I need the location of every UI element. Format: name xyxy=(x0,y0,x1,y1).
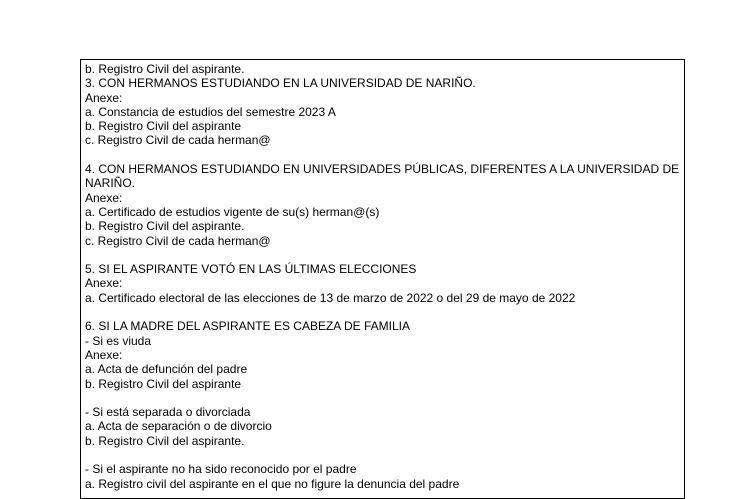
text-line: Anexe: xyxy=(85,190,123,205)
text-line: b. Registro Civil del aspirante. xyxy=(85,62,245,76)
text-line: c. Registro Civil de cada herman@ xyxy=(85,133,271,148)
blank-line xyxy=(85,391,684,405)
text-line: - Si es viuda xyxy=(85,333,152,348)
requirements-box xyxy=(80,59,685,499)
section-heading: 3. CON HERMANOS ESTUDIANDO EN LA UNIVERSIDAD DE NARIÑO. xyxy=(85,76,476,91)
text-line: Anexe: xyxy=(85,347,123,362)
blank-line xyxy=(85,248,684,262)
text-line: Anexe: xyxy=(85,276,123,291)
text-line: b. Registro Civil del aspirante. xyxy=(85,433,245,448)
text-line: b. Registro Civil del aspirante xyxy=(85,119,242,134)
blank-line xyxy=(85,305,684,319)
text-line: a. Certificado de estudios vigente de su(s) herman@(s) xyxy=(85,204,380,219)
text-line: - Si el aspirante no ha sido reconocido por el padre xyxy=(85,462,357,477)
section-heading: 4. CON HERMANOS ESTUDIANDO EN UNIVERSIDADES PÚBLICAS, DIFERENTES A LA UNIVERSIDAD DE NARIÑO. xyxy=(85,162,680,191)
text-line: a. Acta de defunción del padre xyxy=(85,362,248,377)
blank-line xyxy=(85,448,684,462)
text-line: a. Registro civil del aspirante en el que no figure la denuncia del padre xyxy=(85,476,460,491)
text-line: b. Registro Civil del aspirante. xyxy=(85,219,245,234)
text-line: a. Certificado electoral de las elecciones de 13 de marzo de 2022 o del 29 de mayo de 2022 xyxy=(85,290,576,305)
section-heading: 5. SI EL ASPIRANTE VOTÓ EN LAS ÚLTIMAS ELECCIONES xyxy=(85,262,417,277)
blank-line xyxy=(85,148,684,162)
text-line: c. Registro Civil de cada herman@ xyxy=(85,233,271,248)
text-line: a. Constancia de estudios del semestre 2023 A xyxy=(85,104,336,119)
text-line: a. Acta de separación o de divorcio xyxy=(85,419,272,434)
text-line: b. Registro Civil del aspirante xyxy=(85,376,242,391)
text-line: Anexe: xyxy=(85,90,123,105)
section-heading: 6. SI LA MADRE DEL ASPIRANTE ES CABEZA DE FAMILIA xyxy=(85,319,410,334)
text-line: - Si está separada o divorciada xyxy=(85,405,251,420)
